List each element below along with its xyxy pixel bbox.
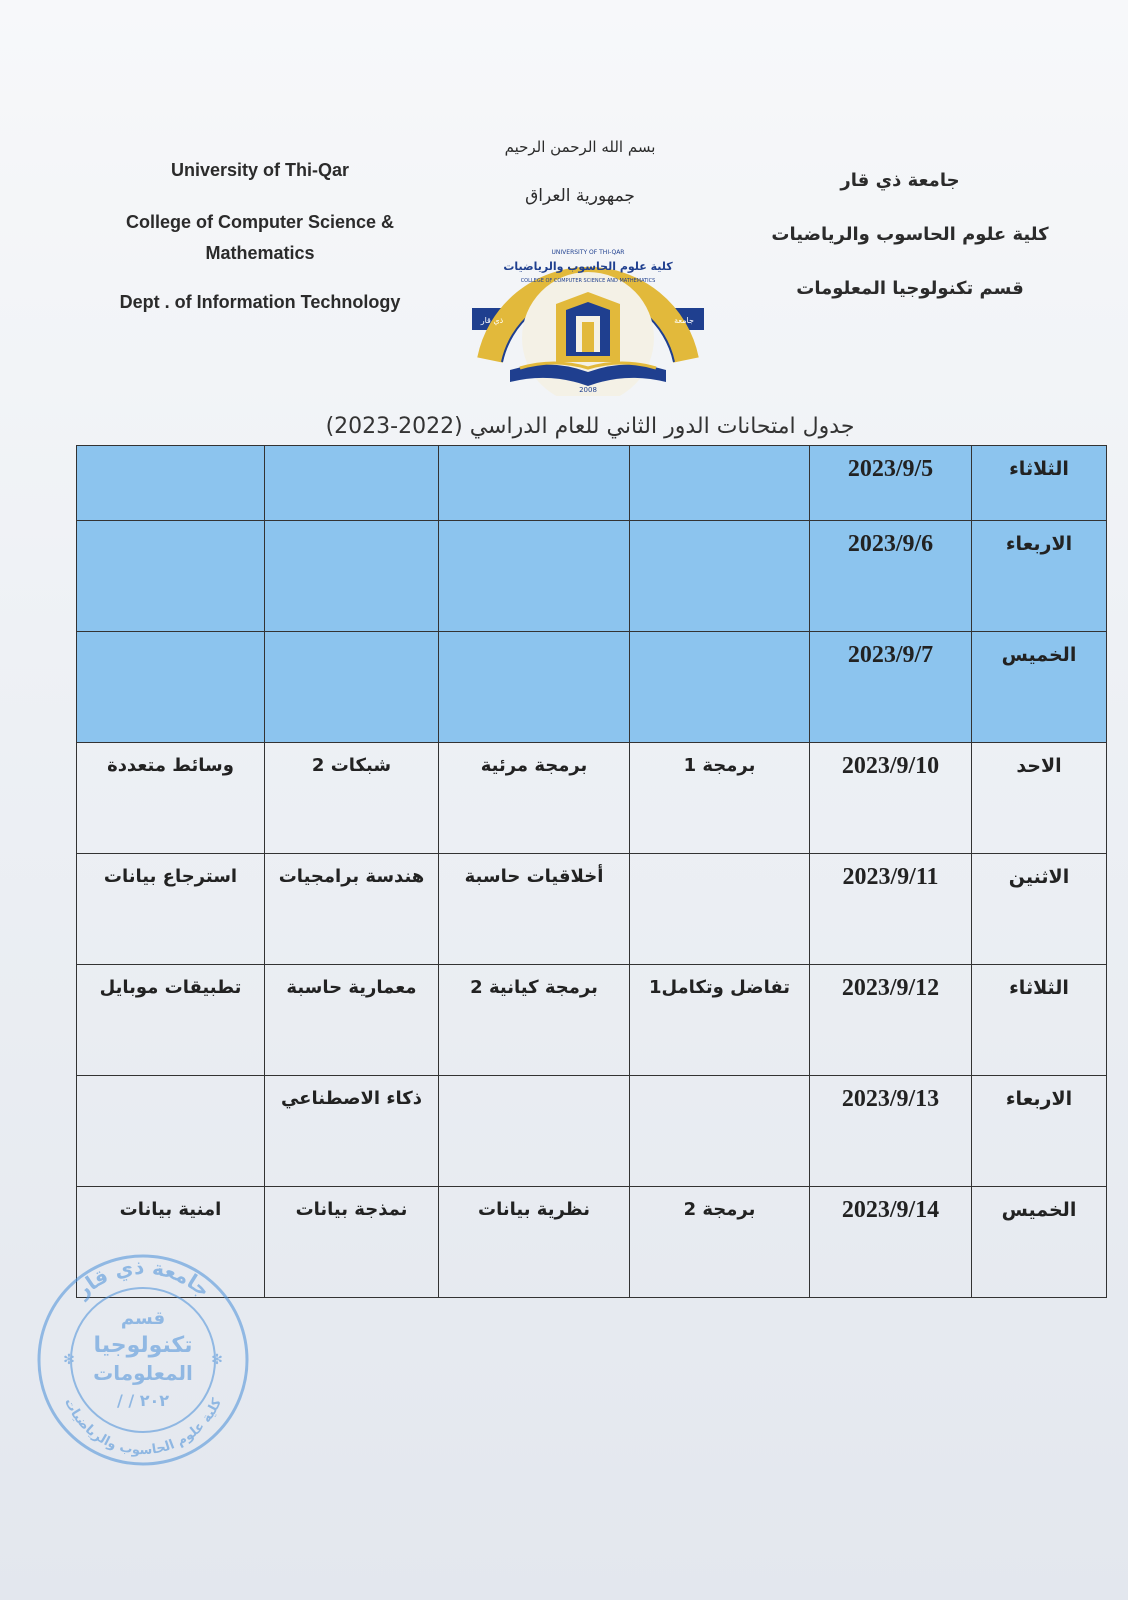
stamp-line2: تكنولوجيا [93, 1333, 193, 1358]
day-cell: الاحد [972, 743, 1107, 854]
subject-cell [77, 1076, 265, 1187]
department-stamp [35, 1252, 250, 1467]
subject-cell: نظرية بيانات [439, 1187, 630, 1298]
day-cell: الثلاثاء [972, 965, 1107, 1076]
subject-cell [265, 446, 439, 521]
day-cell: الاربعاء [972, 521, 1107, 632]
logo-sub-text: COLLEGE OF COMPUTER SCIENCE AND MATHEMATICS [520, 278, 656, 284]
college-name-ar: كلية علوم الحاسوب والرياضيات [771, 224, 1049, 245]
logo-year: 2008 [579, 386, 597, 394]
stamp-outer-bottom: كلية علوم الحاسوب والرياضيات [61, 1396, 225, 1459]
day-cell: الاثنين [972, 854, 1107, 965]
subject-cell: برمجة مرئية [439, 743, 630, 854]
schedule-title: جدول امتحانات الدور الثاني للعام الدراسي (2022-2023) [325, 414, 855, 439]
subject-cell [265, 632, 439, 743]
day-cell: الخميس [972, 632, 1107, 743]
subject-cell: شبكات 2 [265, 743, 439, 854]
subject-cell: برمجة 2 [630, 1187, 810, 1298]
subject-cell: ذكاء الاصطناعي [265, 1076, 439, 1187]
day-cell: الثلاثاء [972, 446, 1107, 521]
date-cell: 2023/9/13 [810, 1076, 972, 1187]
subject-cell: تفاضل وتكامل1 [630, 965, 810, 1076]
subject-cell: برمجة 1 [630, 743, 810, 854]
subject-cell [630, 632, 810, 743]
subject-cell: نمذجة بيانات [265, 1187, 439, 1298]
schedule-row [77, 743, 1107, 854]
stamp-star-left-icon: ✻ [63, 1352, 75, 1368]
date-cell: 2023/9/7 [810, 632, 972, 743]
subject-cell [630, 854, 810, 965]
exam-schedule-table [76, 445, 1107, 1298]
schedule-row [77, 632, 1107, 743]
department-name-ar: قسم تكنولوجيا المعلومات [796, 278, 1024, 299]
logo-left-badge: ذي قار [480, 316, 504, 325]
country-name: جمهورية العراق [525, 186, 635, 206]
day-cell: الخميس [972, 1187, 1107, 1298]
basmala: بسم الله الرحمن الرحيم [504, 138, 656, 156]
stamp-outer-top: جامعة ذي قار [70, 1254, 216, 1303]
university-name-en: University of Thi-Qar [170, 160, 350, 180]
subject-cell: وسائط متعددة [77, 743, 265, 854]
stamp-star-right-icon: ✻ [211, 1352, 223, 1368]
logo-top-text: UNIVERSITY OF THI-QAR [551, 249, 625, 256]
subject-cell: أخلاقيات حاسبة [439, 854, 630, 965]
schedule-row [77, 1076, 1107, 1187]
subject-cell [630, 1076, 810, 1187]
college-logo [470, 240, 706, 396]
date-cell: 2023/9/10 [810, 743, 972, 854]
date-cell: 2023/9/5 [810, 446, 972, 521]
department-name-en: Dept . of Information Technology [119, 292, 401, 312]
date-cell: 2023/9/12 [810, 965, 972, 1076]
subject-cell: تطبيقات موبايل [77, 965, 265, 1076]
subject-cell [439, 632, 630, 743]
schedule-row [77, 446, 1107, 521]
subject-cell [630, 446, 810, 521]
subject-cell [77, 446, 265, 521]
university-name-ar: جامعة ذي قار [840, 170, 960, 191]
subject-cell: هندسة برامجيات [265, 854, 439, 965]
subject-cell: برمجة كيانية 2 [439, 965, 630, 1076]
schedule-row [77, 965, 1107, 1076]
schedule-row [77, 854, 1107, 965]
subject-cell: معمارية حاسبة [265, 965, 439, 1076]
subject-cell: استرجاع بيانات [77, 854, 265, 965]
logo-arc-text: كلية علوم الحاسوب والرياضيات [503, 260, 673, 273]
stamp-line1: قسم [120, 1308, 166, 1329]
subject-cell [439, 1076, 630, 1187]
day-cell: الاربعاء [972, 1076, 1107, 1187]
schedule-row [77, 521, 1107, 632]
date-cell: 2023/9/14 [810, 1187, 972, 1298]
subject-cell [77, 632, 265, 743]
subject-cell [77, 521, 265, 632]
subject-cell [630, 521, 810, 632]
college-name-en-line2: Mathematics [205, 243, 315, 263]
stamp-line3: المعلومات [93, 1361, 193, 1385]
subject-cell [265, 521, 439, 632]
logo-right-badge: جامعة [674, 316, 694, 325]
subject-cell: امنية بيانات [77, 1187, 265, 1298]
date-cell: 2023/9/6 [810, 521, 972, 632]
subject-cell [439, 521, 630, 632]
stamp-line4: / / ٢٠٢ [116, 1391, 170, 1410]
college-name-en-line1: College of Computer Science & [125, 212, 395, 232]
date-cell: 2023/9/11 [810, 854, 972, 965]
subject-cell [439, 446, 630, 521]
